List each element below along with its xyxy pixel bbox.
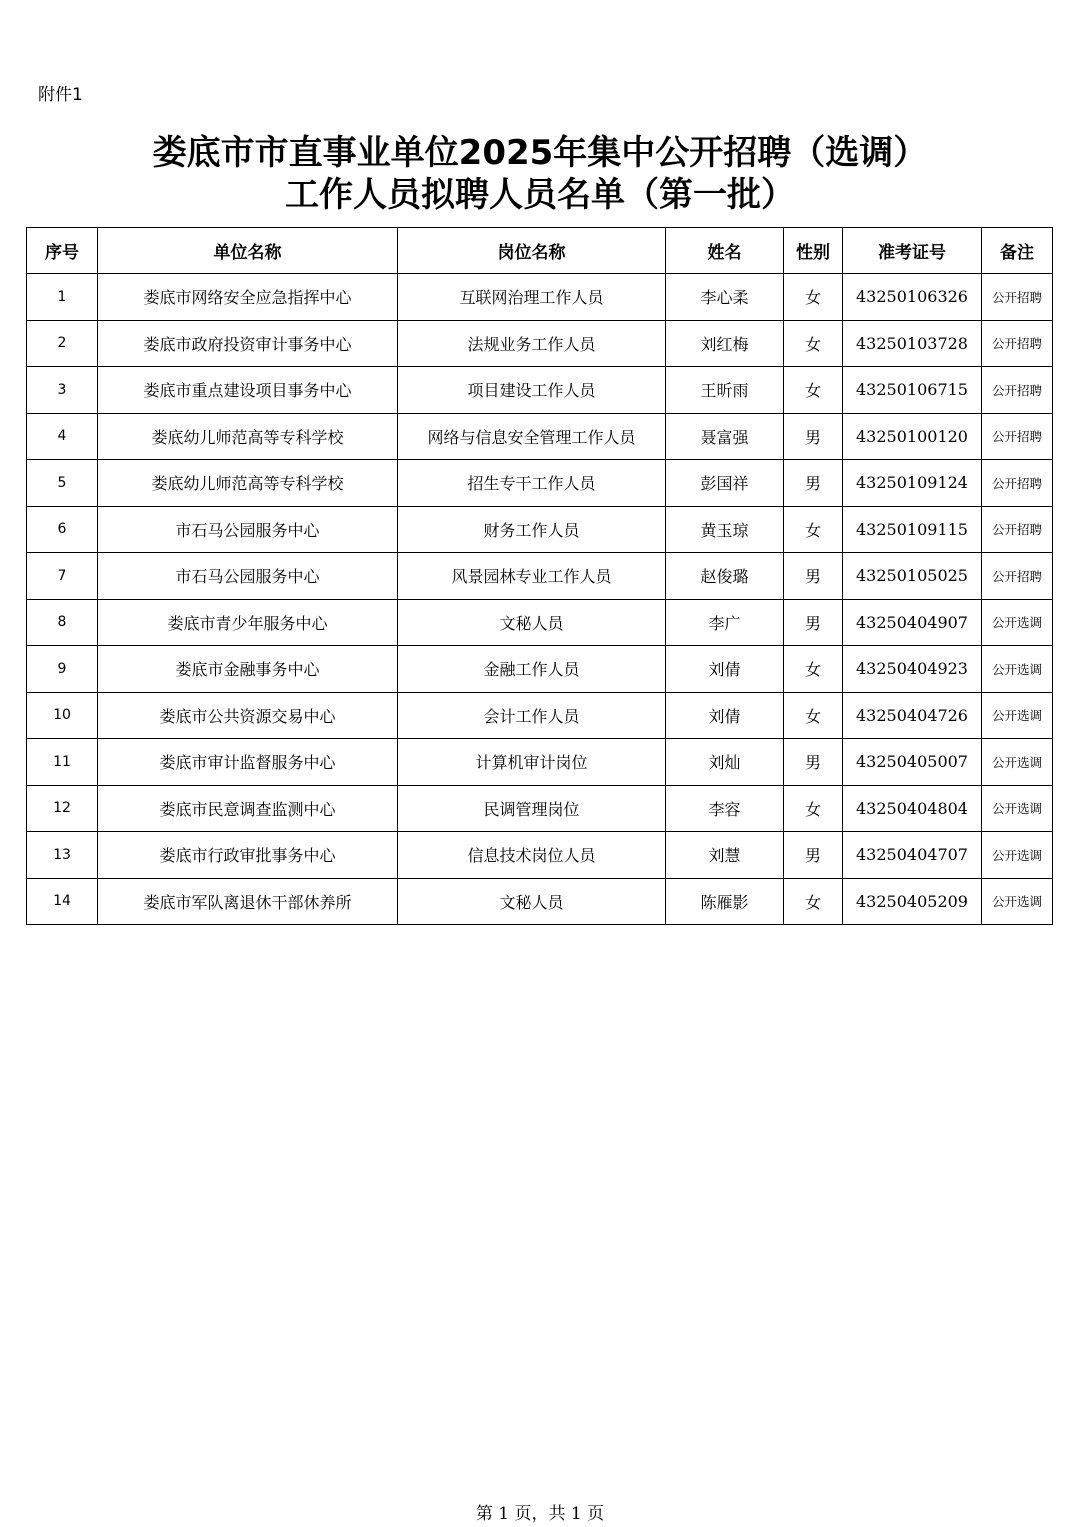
- cell-exam-id: 43250404923: [843, 646, 982, 693]
- cell-name: 李心柔: [666, 274, 784, 321]
- cell-serial: 3: [27, 367, 98, 414]
- cell-serial: 4: [27, 413, 98, 460]
- cell-gender: 男: [784, 553, 843, 600]
- cell-serial: 13: [27, 832, 98, 879]
- cell-post: 文秘人员: [398, 878, 666, 925]
- header-gender: 性别: [784, 228, 843, 274]
- cell-note: 公开招聘: [982, 553, 1053, 600]
- cell-post: 风景园林专业工作人员: [398, 553, 666, 600]
- cell-note: 公开选调: [982, 878, 1053, 925]
- table-row: [27, 878, 1053, 925]
- cell-serial: 10: [27, 692, 98, 739]
- cell-name: 聂富强: [666, 413, 784, 460]
- table-row: [27, 646, 1053, 693]
- cell-post: 文秘人员: [398, 599, 666, 646]
- cell-note: 公开选调: [982, 692, 1053, 739]
- cell-name: 赵俊璐: [666, 553, 784, 600]
- cell-exam-id: 43250404726: [843, 692, 982, 739]
- table-header-row: [27, 228, 1053, 274]
- cell-name: 王昕雨: [666, 367, 784, 414]
- cell-exam-id: 43250109115: [843, 506, 982, 553]
- cell-name: 刘红梅: [666, 320, 784, 367]
- cell-gender: 女: [784, 320, 843, 367]
- table-row: [27, 553, 1053, 600]
- header-exam-id: 准考证号: [843, 228, 982, 274]
- document-title-line-2: 工作人员拟聘人员名单（第一批）: [285, 175, 795, 215]
- cell-gender: 女: [784, 785, 843, 832]
- cell-note: 公开选调: [982, 832, 1053, 879]
- cell-post: 财务工作人员: [398, 506, 666, 553]
- cell-unit: 娄底市民意调查监测中心: [98, 785, 398, 832]
- cell-note: 公开选调: [982, 739, 1053, 786]
- cell-gender: 女: [784, 274, 843, 321]
- document-title-line-1: 娄底市市直事业单位2025年集中公开招聘（选调）: [152, 133, 928, 173]
- header-name: 姓名: [666, 228, 784, 274]
- cell-exam-id: 43250103728: [843, 320, 982, 367]
- cell-unit: 娄底市青少年服务中心: [98, 599, 398, 646]
- cell-post: 法规业务工作人员: [398, 320, 666, 367]
- cell-note: 公开选调: [982, 599, 1053, 646]
- cell-name: 刘灿: [666, 739, 784, 786]
- cell-note: 公开选调: [982, 646, 1053, 693]
- cell-name: 李广: [666, 599, 784, 646]
- cell-serial: 14: [27, 878, 98, 925]
- cell-exam-id: 43250404907: [843, 599, 982, 646]
- cell-post: 民调管理岗位: [398, 785, 666, 832]
- cell-exam-id: 43250106715: [843, 367, 982, 414]
- cell-note: 公开招聘: [982, 274, 1053, 321]
- cell-serial: 1: [27, 274, 98, 321]
- cell-post: 计算机审计岗位: [398, 739, 666, 786]
- cell-gender: 女: [784, 506, 843, 553]
- table-row: [27, 413, 1053, 460]
- cell-unit: 娄底幼儿师范高等专科学校: [98, 460, 398, 507]
- table-row: [27, 785, 1053, 832]
- cell-post: 网络与信息安全管理工作人员: [398, 413, 666, 460]
- cell-serial: 7: [27, 553, 98, 600]
- cell-note: 公开选调: [982, 785, 1053, 832]
- cell-exam-id: 43250405007: [843, 739, 982, 786]
- cell-name: 黄玉琼: [666, 506, 784, 553]
- cell-note: 公开招聘: [982, 367, 1053, 414]
- cell-gender: 男: [784, 460, 843, 507]
- cell-exam-id: 43250405209: [843, 878, 982, 925]
- page-footer: 第 1 页，共 1 页: [475, 1504, 605, 1524]
- cell-unit: 娄底市网络安全应急指挥中心: [98, 274, 398, 321]
- cell-unit: 娄底市金融事务中心: [98, 646, 398, 693]
- cell-exam-id: 43250109124: [843, 460, 982, 507]
- table-row: [27, 599, 1053, 646]
- table-row: [27, 274, 1053, 321]
- cell-name: 刘慧: [666, 832, 784, 879]
- cell-serial: 2: [27, 320, 98, 367]
- table-row: [27, 367, 1053, 414]
- header-note: 备注: [982, 228, 1053, 274]
- header-serial: 序号: [27, 228, 98, 274]
- cell-note: 公开招聘: [982, 413, 1053, 460]
- cell-unit: 娄底市审计监督服务中心: [98, 739, 398, 786]
- table-row: [27, 506, 1053, 553]
- cell-note: 公开招聘: [982, 320, 1053, 367]
- cell-post: 信息技术岗位人员: [398, 832, 666, 879]
- cell-gender: 男: [784, 739, 843, 786]
- cell-unit: 娄底市重点建设项目事务中心: [98, 367, 398, 414]
- cell-note: 公开招聘: [982, 506, 1053, 553]
- cell-gender: 男: [784, 413, 843, 460]
- cell-unit: 娄底市行政审批事务中心: [98, 832, 398, 879]
- cell-note: 公开招聘: [982, 460, 1053, 507]
- cell-serial: 8: [27, 599, 98, 646]
- attachment-label: 附件1: [38, 85, 83, 105]
- cell-serial: 6: [27, 506, 98, 553]
- cell-gender: 男: [784, 599, 843, 646]
- header-post: 岗位名称: [398, 228, 666, 274]
- cell-gender: 女: [784, 878, 843, 925]
- cell-unit: 市石马公园服务中心: [98, 553, 398, 600]
- cell-exam-id: 43250106326: [843, 274, 982, 321]
- cell-post: 互联网治理工作人员: [398, 274, 666, 321]
- cell-unit: 市石马公园服务中心: [98, 506, 398, 553]
- hiring-list-table: [26, 227, 1053, 925]
- cell-name: 刘倩: [666, 692, 784, 739]
- cell-gender: 女: [784, 367, 843, 414]
- cell-post: 招生专干工作人员: [398, 460, 666, 507]
- header-unit: 单位名称: [98, 228, 398, 274]
- cell-exam-id: 43250105025: [843, 553, 982, 600]
- cell-exam-id: 43250404707: [843, 832, 982, 879]
- cell-serial: 11: [27, 739, 98, 786]
- cell-serial: 5: [27, 460, 98, 507]
- cell-exam-id: 43250100120: [843, 413, 982, 460]
- cell-name: 陈雁影: [666, 878, 784, 925]
- cell-post: 会计工作人员: [398, 692, 666, 739]
- cell-serial: 12: [27, 785, 98, 832]
- cell-exam-id: 43250404804: [843, 785, 982, 832]
- table-row: [27, 692, 1053, 739]
- table-body: [27, 274, 1053, 925]
- table-row: [27, 832, 1053, 879]
- cell-name: 李容: [666, 785, 784, 832]
- table-row: [27, 320, 1053, 367]
- cell-name: 彭国祥: [666, 460, 784, 507]
- cell-unit: 娄底市公共资源交易中心: [98, 692, 398, 739]
- cell-name: 刘倩: [666, 646, 784, 693]
- cell-post: 项目建设工作人员: [398, 367, 666, 414]
- table-row: [27, 460, 1053, 507]
- cell-post: 金融工作人员: [398, 646, 666, 693]
- cell-serial: 9: [27, 646, 98, 693]
- table-row: [27, 739, 1053, 786]
- cell-gender: 男: [784, 832, 843, 879]
- cell-unit: 娄底市军队离退休干部休养所: [98, 878, 398, 925]
- cell-gender: 女: [784, 692, 843, 739]
- cell-unit: 娄底幼儿师范高等专科学校: [98, 413, 398, 460]
- cell-unit: 娄底市政府投资审计事务中心: [98, 320, 398, 367]
- cell-gender: 女: [784, 646, 843, 693]
